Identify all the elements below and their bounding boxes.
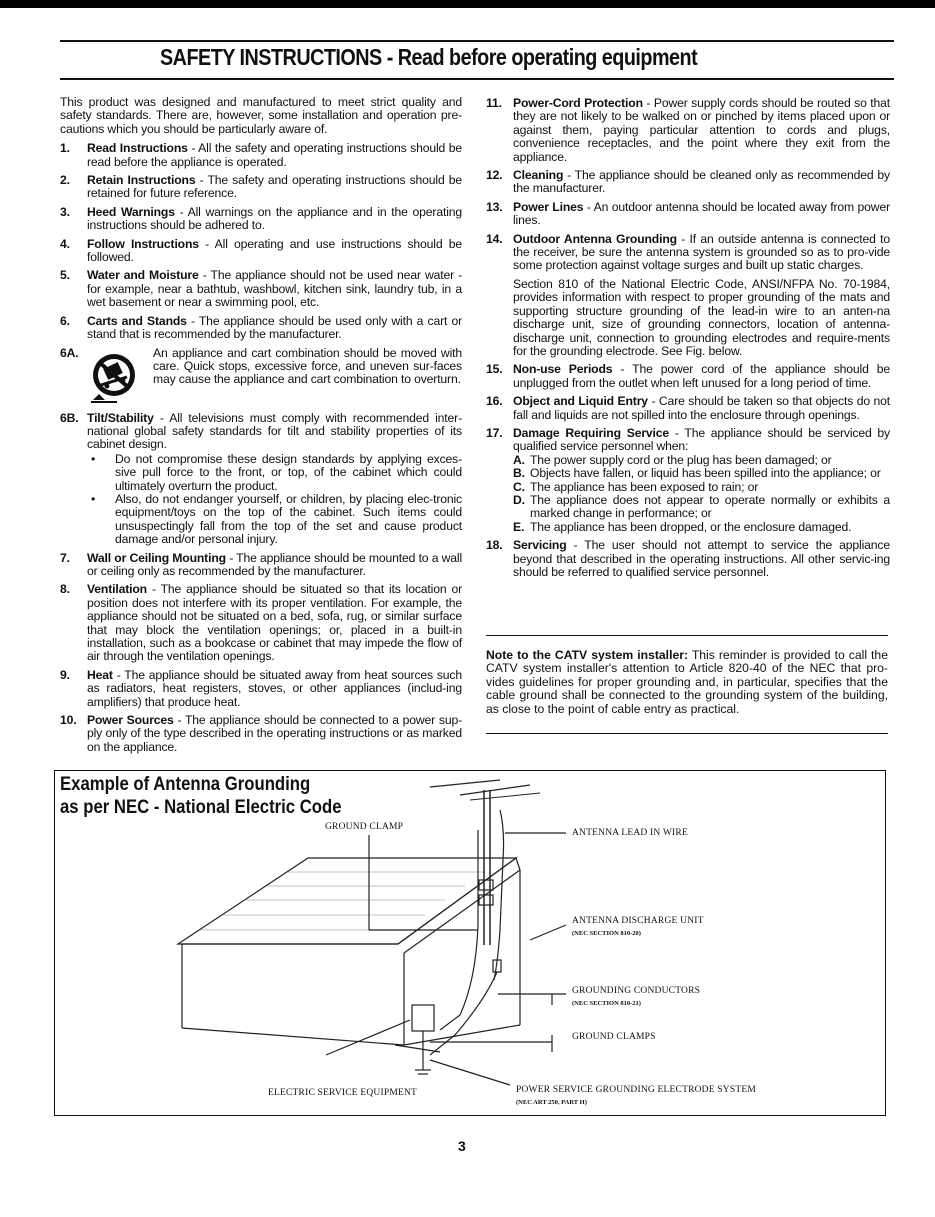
item-term: Servicing xyxy=(513,538,567,553)
item-text: - All warnings on the appliance and in the operating instructions should be adhered to. xyxy=(87,204,463,233)
item-term: Heat xyxy=(87,667,113,682)
label-conductors-ref: (NEC SECTION 810-21) xyxy=(572,1000,641,1007)
item-term: Power Sources xyxy=(87,713,174,728)
sub-letter: D. xyxy=(513,492,525,507)
item-number: 7. xyxy=(60,550,70,565)
item-text: - The appliance should be connected to a power sup-ply only of the type described in the operating instructions or as marked on the appliance. xyxy=(87,713,463,754)
item-number: 6. xyxy=(60,313,70,328)
item-text: - The appliance should be serviced by qualified service personnel when: xyxy=(513,425,890,454)
item-text: - Care should be taken so that objects do not fall and liquids are not spilled into the enclosure through openings. xyxy=(513,394,890,422)
item-number: 17. xyxy=(486,425,503,440)
page-number: 3 xyxy=(458,1138,466,1154)
item-text: - The appliance should be situated so that its location or position does not interfere with its proper ventilation. For example, the appliance should not be situated on a bed, sofa, rug, or similar surface that may block the ventilation openings; or, placed in a built-in installation, such as a bookcase or cabinet that may impede the flow of air through the ventilation openings. xyxy=(87,582,462,664)
item-term: Power Lines xyxy=(513,199,584,214)
label-discharge-ref: (NEC SECTION 810-20) xyxy=(572,930,641,937)
item-text: - The power cord of the appliance should be unplugged from the outlet when left unused for a long period of time. xyxy=(513,362,891,390)
antenna-element xyxy=(430,780,500,787)
sub-letter: E. xyxy=(513,519,525,534)
item-number: 13. xyxy=(486,199,503,214)
item-number: 14. xyxy=(486,231,503,246)
bullet-item: • Also, do not endanger yourself, or children, by placing elec-tronic equipment/toys on the top of the cabinet. Such items could unsuspectingly fall from the top of the set and cause product damage and/or personal injury. xyxy=(87,493,462,547)
item-text: - The appliance should be used only with a cart or stand that is recommended by the manufacturer. xyxy=(87,313,462,342)
item-term: Non-use Periods xyxy=(513,362,613,377)
label-power-service: POWER SERVICE GROUNDING ELECTRODE SYSTEM xyxy=(516,1085,756,1095)
item-term: Wall or Ceiling Mounting xyxy=(87,550,226,565)
item-number: 12. xyxy=(486,168,503,183)
item-text: - Power supply cords should be routed so that they are not likely to be walked on or pinched by items placed upon or against them, paying particular attention to cords and plugs, convenience receptacles, and the point where they exit from the appliance. xyxy=(513,96,890,164)
item-term: Object and Liquid Entry xyxy=(513,394,648,409)
item-term: Tilt/Stability xyxy=(87,410,154,425)
sub-letter: A. xyxy=(513,452,525,467)
item-number: 18. xyxy=(486,538,503,553)
item-text: - All operating and use instructions should be followed. xyxy=(87,236,462,265)
label-power-ref: (NEC ART 250, PART H) xyxy=(516,1099,587,1106)
item-term: Power-Cord Protection xyxy=(513,96,643,110)
item-text: - If an outside antenna is connected to the receiver, be sure the antenna system is grounded so as to pro-vide some protection against voltage surges and built up static charges. xyxy=(513,231,890,273)
item-number: 15. xyxy=(486,362,503,377)
item-text: - The appliance should not be used near water - for example, near a bathtub, washbowl, kitchen sink, laundry tub, in a wet basement or near a swimming pool, etc. xyxy=(87,268,462,310)
page-title: SAFETY INSTRUCTIONS - Read before operating equipment xyxy=(160,44,698,70)
item-text: - All televisions must comply with recommended inter-national global safety standards for tilt and stability properties of its cabinet design. xyxy=(87,410,462,452)
item-number: 6B. xyxy=(60,410,79,425)
house-roof xyxy=(178,858,516,944)
item-term: Retain Instructions xyxy=(87,173,196,188)
label-discharge-unit: ANTENNA DISCHARGE UNIT xyxy=(572,916,704,926)
lead-in-wire xyxy=(494,810,504,980)
item-text: - The appliance should be cleaned only as recommended by the manufacturer. xyxy=(513,168,890,196)
sub-letter: C. xyxy=(513,479,525,494)
note-text: This reminder is provided to call the CATV system installer's attention to Article 820-40 of the NEC that pro-vides guidelines for proper grounding and, in particular, specifies that the cable ground shall be connected to the grounding system of the building, as close to the point of cable entry as practical. xyxy=(486,648,888,716)
item-number: 2. xyxy=(60,173,70,188)
label-electric-service: ELECTRIC SERVICE EQUIPMENT xyxy=(268,1088,418,1098)
sub-text: The power supply cord or the plug has been damaged; or xyxy=(530,452,832,467)
item-text: - The appliance should be situated away from heat sources such as radiators, heat registers, stoves, or other appliances (includ-ing amplifiers) that produce heat. xyxy=(87,667,462,709)
label-ground-clamp: GROUND CLAMP xyxy=(325,822,404,832)
item-number: 5. xyxy=(60,268,70,283)
sub-text: The appliance does not appear to operate normally or exhibits a marked change in performance; or xyxy=(530,492,890,521)
sub-letter: B. xyxy=(513,466,525,481)
bullet-item: • Do not compromise these design standards by applying exces-sive pull force to the front, or top, of the cabinet which could ultimately overturn the product. xyxy=(87,453,462,493)
item-text: - The user should not attempt to service the appliance beyond that described in the operating instructions. All other servic-ing should be referred to qualified service personnel. xyxy=(513,538,890,579)
item-number: 9. xyxy=(60,667,70,682)
item-text: - An outdoor antenna should be located away from power lines. xyxy=(513,199,890,228)
mast-clamp xyxy=(479,880,493,890)
note-term: Note to the CATV system installer: xyxy=(486,648,689,662)
item-term: Water and Moisture xyxy=(87,268,199,283)
item-number: 6A. xyxy=(60,345,79,360)
item-term: Outdoor Antenna Grounding xyxy=(513,231,677,246)
item-number: 16. xyxy=(486,394,503,409)
sub-text: Objects have fallen, or liquid has been spilled into the appliance; or xyxy=(530,466,881,481)
sub-text: The appliance has been dropped, or the enclosure damaged. xyxy=(530,519,852,534)
sub-text: The appliance has been exposed to rain; or xyxy=(530,479,759,494)
item-number: 8. xyxy=(60,582,70,597)
section-810-paragraph: Section 810 of the National Electric Code, ANSI/NFPA No. 70-1984, provides information with respect to proper grounding of the mats and supporting structure grounding of the lead-in wire to an anten-na discharge unit, size of grounding connectors, location of antenna-discharge unit, connection to grounding electrodes and require-ments for the grounding electrode. See Fig. below. xyxy=(513,276,890,358)
diagram-title-line2: as per NEC - National Electric Code xyxy=(60,797,342,818)
intro-paragraph: This product was designed and manufactured to meet strict quality and safety standards. There are, however, some installation and operation pre-cautions which you should be particularly aware of. xyxy=(60,95,462,136)
item-term: Ventilation xyxy=(87,582,147,597)
item-text: - All the safety and operating instructions should be read before the appliance is operated. xyxy=(87,141,462,169)
item-text: An appliance and cart combination should be moved with care. Quick stops, excessive force, and uneven sur-faces may cause the appliance and cart combination to overturn. xyxy=(153,345,462,387)
item-number: 1. xyxy=(60,141,70,156)
item-term: Cleaning xyxy=(513,168,564,183)
diagram-title-line1: Example of Antenna Grounding xyxy=(60,774,311,795)
item-number: 11. xyxy=(486,96,502,110)
item-term: Follow Instructions xyxy=(87,236,199,251)
item-number: 10. xyxy=(60,713,77,728)
item-term: Carts and Stands xyxy=(87,313,187,328)
label-antenna-lead: ANTENNA LEAD IN WIRE xyxy=(572,828,688,838)
item-term: Damage Requiring Service xyxy=(513,425,670,440)
item-term: Read Instructions xyxy=(87,141,188,156)
label-ground-clamps: GROUND CLAMPS xyxy=(572,1032,656,1042)
service-panel xyxy=(412,1005,434,1031)
item-number: 4. xyxy=(60,236,70,251)
item-number: 3. xyxy=(60,204,70,219)
label-grounding-conductors: GROUNDING CONDUCTORS xyxy=(572,986,701,996)
item-text: - The safety and operating instructions should be retained for future reference. xyxy=(87,173,462,201)
item-text: - The appliance should be mounted to a wall or ceiling only as recommended by the manufacturer. xyxy=(87,550,463,578)
item-term: Heed Warnings xyxy=(87,204,175,219)
